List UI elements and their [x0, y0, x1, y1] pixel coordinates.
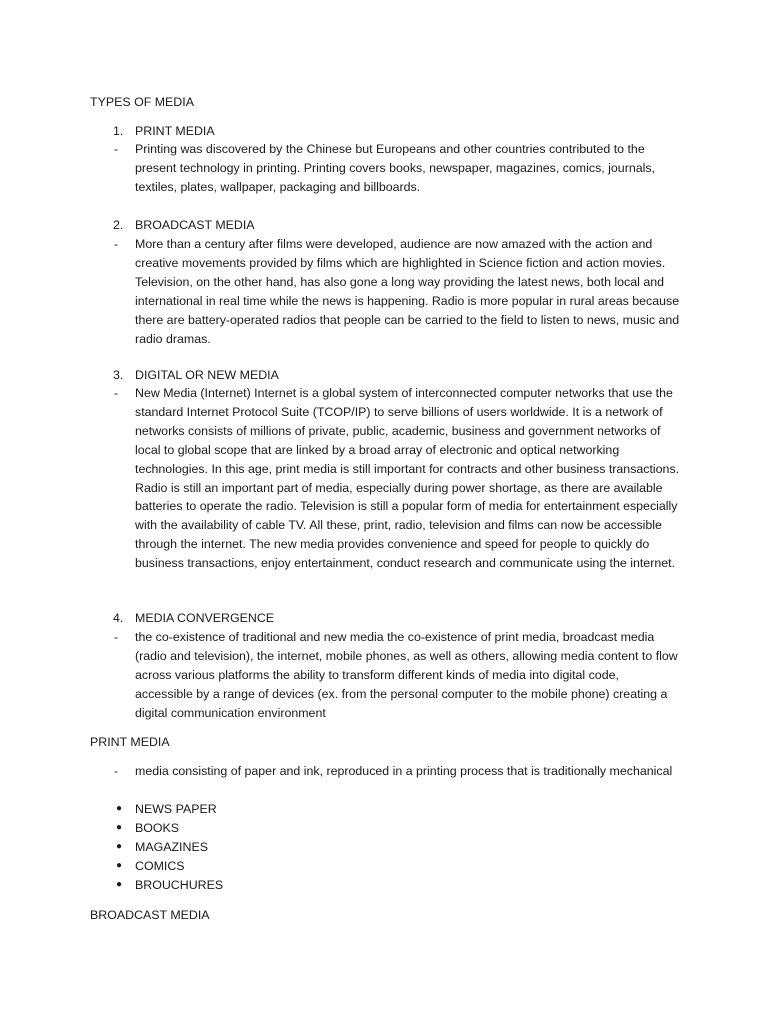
section-paragraph: More than a century after films were developed, audience are now amazed with the action and creative movements provided by films which are highlighted in Science fiction and action movies. Television, on the other hand, has also gone a long way providing the latest news, both local and international in real time while the news is happening. Radio is more popular in rural areas because there are battery-operated radios that people can be carried to the field to listen to news, music and radio dramas. [135, 237, 680, 346]
section-title: DIGITAL OR NEW MEDIA [135, 368, 279, 382]
dash-marker: - [114, 237, 119, 251]
bullet-icon: ● [116, 803, 123, 814]
section-title: MEDIA CONVERGENCE [135, 611, 275, 625]
print-media-definition: media consisting of paper and ink, reproduced in a printing process that is traditionally mechanical [135, 764, 673, 778]
dash-marker: - [114, 386, 119, 400]
list-item: COMICS [135, 859, 185, 873]
bullet-icon: ● [116, 822, 123, 833]
section-paragraph: New Media (Internet) Internet is a global system of interconnected computer networks that use the standard Internet Protocol Suite (TCOP/IP) to serve billions of users worldwide. It is a network of networks consists of millions of private, public, academic, business and government networks of local to global scope that are linked by a broad array of electronic and optical networking technologies. In this age, print media is still important for contracts and other business transactions. Radio is still an important part of media, especially during power shortage, as there are available batteries to operate the radio. Television is still a popular form of media for entertainment especially with the availability of cable TV. All these, print, radio, television and films can now be accessible through the internet. The new media provides convenience and speed for people to quickly do business transactions, enjoy entertainment, conduct research and communicate using the internet. [135, 386, 680, 571]
section-title: PRINT MEDIA [135, 124, 215, 138]
dash-marker: - [114, 142, 119, 156]
broadcast-media-heading: BROADCAST MEDIA [90, 908, 210, 922]
dash-marker: - [114, 764, 119, 778]
section-paragraph: the co-existence of traditional and new media the co-existence of print media, broadcast media (radio and television), the internet, mobile phones, as well as others, allowing media content to flow across various platforms the ability to transform different kinds of media into digital code, accessible by a range of devices (ex. from the personal computer to the mobile phone) creating a digital communication environment [135, 630, 678, 720]
doc-title: TYPES OF MEDIA [90, 95, 194, 109]
section-number: 1. [113, 124, 124, 138]
section-paragraph: Printing was discovered by the Chinese but Europeans and other countries contributed to the present technology in printing. Printing covers books, newspaper, magazines, comics, journals, textiles, plates, wallpaper, packaging and billboards. [135, 142, 655, 194]
section-number: 3. [113, 368, 124, 382]
bullet-icon: ● [116, 860, 123, 871]
print-media-heading: PRINT MEDIA [90, 735, 170, 749]
section-number: 2. [113, 218, 124, 232]
bullet-icon: ● [116, 879, 123, 890]
list-item: NEWS PAPER [135, 802, 217, 816]
list-item: BOOKS [135, 821, 180, 835]
section-title: BROADCAST MEDIA [135, 218, 255, 232]
list-item: BROUCHURES [135, 878, 224, 892]
section-number: 4. [113, 611, 124, 625]
list-item: MAGAZINES [135, 840, 208, 854]
dash-marker: - [114, 630, 119, 644]
bullet-icon: ● [116, 841, 123, 852]
